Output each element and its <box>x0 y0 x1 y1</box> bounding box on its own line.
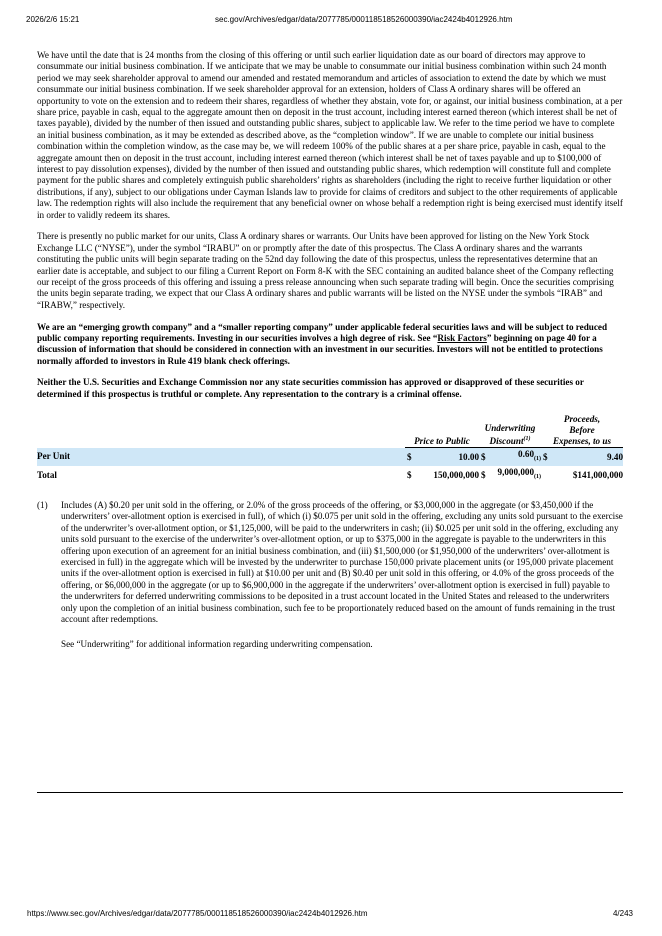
discount-footnote-ref: (1) <box>534 456 541 463</box>
header-price: Price to Public <box>405 414 479 448</box>
footnote <box>37 500 623 625</box>
discount-footnote-ref: (1) <box>534 473 541 480</box>
pricing-table <box>37 414 623 484</box>
price-currency: $ <box>407 469 412 480</box>
table-row <box>37 466 623 484</box>
underwriting-reference: See “Underwriting” for additional information regarding underwriting compensation. <box>61 639 373 650</box>
footnote-text: Includes (A) $0.20 per unit sold in the offering, or 2.0% of the gross proceeds of the offering, or $3,000,000 in the aggregate (or $3,450,000 if the underwriters’ over-allotment option is exercised in full), of which (i) $0.075 per unit sold in the offering, excluding any units sold pursuant to the exercise of the underwriter’s over-allotment option, or $1,125,000, will be paid to the underwriters in cash; (ii) $0.025 per unit sold in the offering, excluding any units sold pursuant to the exercise of the underwriter’s over-allotment option, or up to $375,000 in the aggregate is payable to the underwriters in this offering upon execution of an agreement for an initial business combination, and (iii) $1,500,000 (or $1,950,000 of the underwriters’ over-allotment is exercised in full) in the aggregate which will be invested by the underwriter to purchase 150,000 private placement units (or 195,000 private placement units if the over-allotment option is exercised in full) at $10.00 per unit and (B) $0.40 per unit sold in this offering, or 4.0% of the gross proceeds of the offering, or $6,000,000 in the aggregate (or up to $6,900,000 in the aggregate if the underwriters’ over-allotment option is exercised in full) payable to the underwriters for deferred underwriting commissions to be deposited in a trust account located in the United States and released to the underwriters only upon the completion of an initial business combination, such fee to be proportionately reduced based on the amount of funds remaining in the trust account after redemptions. <box>61 499 623 624</box>
document-body <box>37 50 623 651</box>
header-discount <box>479 414 541 448</box>
price-currency: $ <box>405 448 415 466</box>
section-divider <box>37 792 623 793</box>
print-page-number: 4/243 <box>612 909 633 918</box>
discount-value <box>489 466 541 484</box>
paragraph-listing: There is presently no public market for our units, Class A ordinary shares or warrants. Our Units have been approved for listing on the New York Stock Exchange LLC (“NYSE”), under the symbol “IRABU” on or promptly after the date of this prospectus. The Class A ordinary shares and the warrants constituting the public units will begin separate trading on the 52nd day following the date of this prospectus, unless the representatives determine that an earlier date is acceptable, and subject to our filing a Current Report on Form 8-K with the SEC containing an audited balance sheet of the Company reflecting our receipt of the gross proceeds of this offering and issuing a press release announcing when such separate trading will begin. Once the securities comprising the units begin separate trading, we expect that our Class A ordinary shares and public warrants will be listed on the NYSE under the symbols “IRAB” and “IRABW,” respectively. <box>37 231 614 310</box>
paragraph-emerging-growth-text-a: We are an “emerging growth company” and a “smaller reporting company” under applicable federal securities laws and will be subject to reduced public company reporting requirements. Investing in our securities involves a high degree of risk. See “ <box>37 321 608 343</box>
paragraph-emerging-growth-text-b: ” beginning on page 40 for a discussion of information that should be considered in connection with an investment in our securities. Investors will not be entitled to protections normally afforded to investors in Rule 419 blank check offerings. <box>37 332 603 366</box>
header-discount-footnote: (1) <box>523 436 531 443</box>
print-page-url: https://www.sec.gov/Archives/edgar/data/2077785/000118518526000390/iac2424b4012926.htm <box>27 909 368 918</box>
risk-factors-link[interactable]: Risk Factors <box>437 332 487 343</box>
proceeds-currency <box>541 466 551 484</box>
discount-currency: $ <box>481 469 486 480</box>
header-proceeds <box>541 414 623 448</box>
footnote-number: (1) <box>37 499 48 510</box>
row-label: Total <box>37 469 57 480</box>
table-row <box>37 448 623 466</box>
header-blank <box>37 414 405 448</box>
proceeds-value: $141,000,000 <box>572 469 623 480</box>
pricing-header-row <box>37 414 623 448</box>
proceeds-value: 9.40 <box>551 448 623 466</box>
browser-print-footer <box>0 905 662 925</box>
paragraph-sec-disclaimer: Neither the U.S. Securities and Exchange Commission nor any state securities commission has approved or disapproved of these securities or determined if this prospectus is truthful or complete. Any representation to the contrary is a criminal offense. <box>37 377 584 399</box>
price-value: 150,000,000 <box>433 469 479 480</box>
discount-amount: 9,000,000 <box>497 467 534 478</box>
row-label: Per Unit <box>37 448 405 466</box>
paragraph-completion-window: We have until the date that is 24 months from the closing of this offering or until such earlier liquidation date as our board of directors may approve to consummate our initial business combination. If we anticipate that we may be unable to consummate our initial business combination within such 24 month period we may seek shareholder approval to amend our amended and restated memorandum and articles of association to extend the date by which we must consummate our initial business combination. If we seek shareholder approval for an extension, holders of Class A ordinary shares will be offered an opportunity to vote on the extension and to redeem their shares, regardless of whether they abstain, vote for, or against, our initial business combination, at a per share price, payable in cash, equal to the aggregate amount then on deposit in the trust account, including interest earned thereon (which interest shall be net of taxes payable), divided by the number of then issued and outstanding public shares, subject to applicable law. We refer to the time period we have to complete an initial business combination, as it may be extended as described above, as the “completion window”. If we are unable to complete our initial business combination within the completion window, as the case may be, we will redeem 100% of the public shares at a per share price, payable in cash, equal to the aggregate amount then on deposit in the trust account, including interest earned thereon (which interest shall be net of taxes payable and up to $100,000 of interest to pay dissolution expenses), divided by the number of then issued and outstanding public shares, which redemption will constitute full and complete payment for the public shares and completely extinguish public shareholders’ rights as shareholders (including the right to receive further liquidation or other distributions, if any), subject to our obligations under Cayman Islands law to provide for claims of creditors and subject to the other requirements of applicable law. The redemption rights will also include the requirement that any beneficial owner on whose behalf a redemption right is being exercised must identify itself in order to validly redeem its shares. <box>37 50 623 220</box>
proceeds-currency: $ <box>541 448 551 466</box>
discount-currency: $ <box>479 448 489 466</box>
discount-amount: 0.60 <box>518 449 534 460</box>
print-page-title: sec.gov/Archives/edgar/data/2077785/000118518526000390/iac2424b4012926.htm <box>215 15 513 24</box>
paragraph-emerging-growth <box>37 322 623 368</box>
header-proceeds-text: Proceeds, Before Expenses, to us <box>552 414 612 447</box>
browser-print-header <box>0 0 662 24</box>
price-value: 10.00 <box>415 448 479 466</box>
print-datetime: 2026/2/6 15:21 <box>26 15 80 24</box>
discount-value <box>489 448 541 466</box>
header-discount-text: Underwriting Discount <box>484 423 536 447</box>
